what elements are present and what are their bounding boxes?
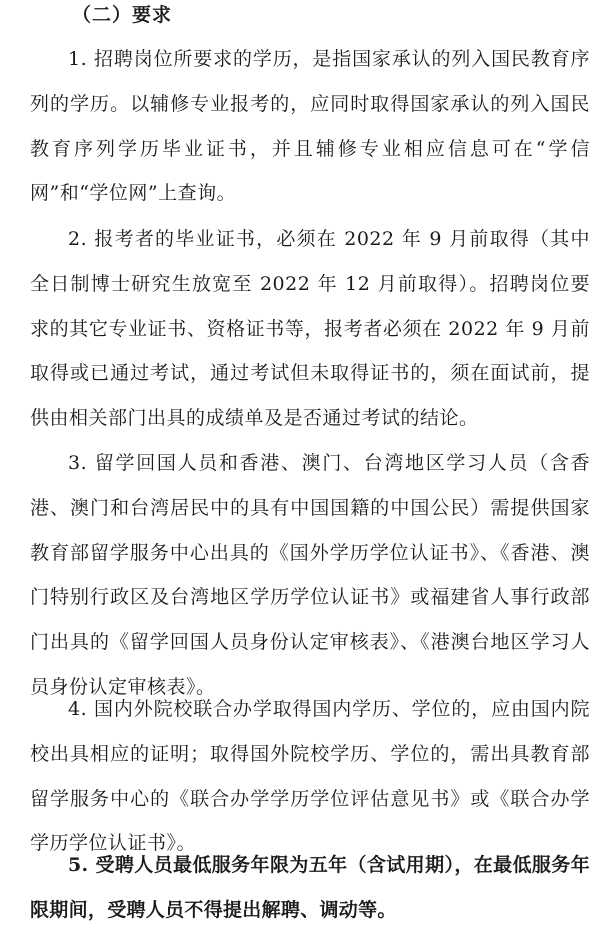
requirement-paragraph-5: 5. 受聘人员最低服务年限为五年（含试用期），在最低服务年限期间，受聘人员不得提出解聘、调动等。 <box>30 854 590 921</box>
requirement-paragraph-4: 4. 国内外院校联合办学取得国内学历、学位的，应由国内院校出具相应的证明；取得国外院校学历、学位的，需出具教育部留学服务中心的《联合办学学历学位评估意见书》或《联合办学学历学位认证书》。 <box>30 698 590 855</box>
requirement-paragraph-1: 1. 招聘岗位所要求的学历，是指国家承认的列入国民教育序列的学历。以辅修专业报考的，应同时取得国家承认的列入国民教育序列学历毕业证书，并且辅修专业相应信息可在“学信网”和“学位网”上查询。 <box>30 48 590 205</box>
requirement-paragraph-2: 2. 报考者的毕业证书，必须在 2022 年 9 月前取得（其中全日制博士研究生放宽至 2022 年 12 月前取得）。招聘岗位要求的其它专业证书、资格证书等，报考者必须在 2022 年 9 月前取得或已通过考试，通过考试但未取得证书的，须在面试前，提供由相关部门出具的成绩单及是否通过考试的结论。 <box>30 228 590 430</box>
requirement-paragraph-3: 3. 留学回国人员和香港、澳门、台湾地区学习人员（含香港、澳门和台湾居民中的具有中国国籍的中国公民）需提供国家教育部留学服务中心出具的《国外学历学位认证书》、《香港、澳门特别行政区及台湾地区学历学位认证书》或福建省人事行政部门出具的《留学回国人员身份认定审核表》、《港澳台地区学习人员身份认定审核表》。 <box>30 452 590 698</box>
section-heading: （二）要求 <box>72 4 173 26</box>
